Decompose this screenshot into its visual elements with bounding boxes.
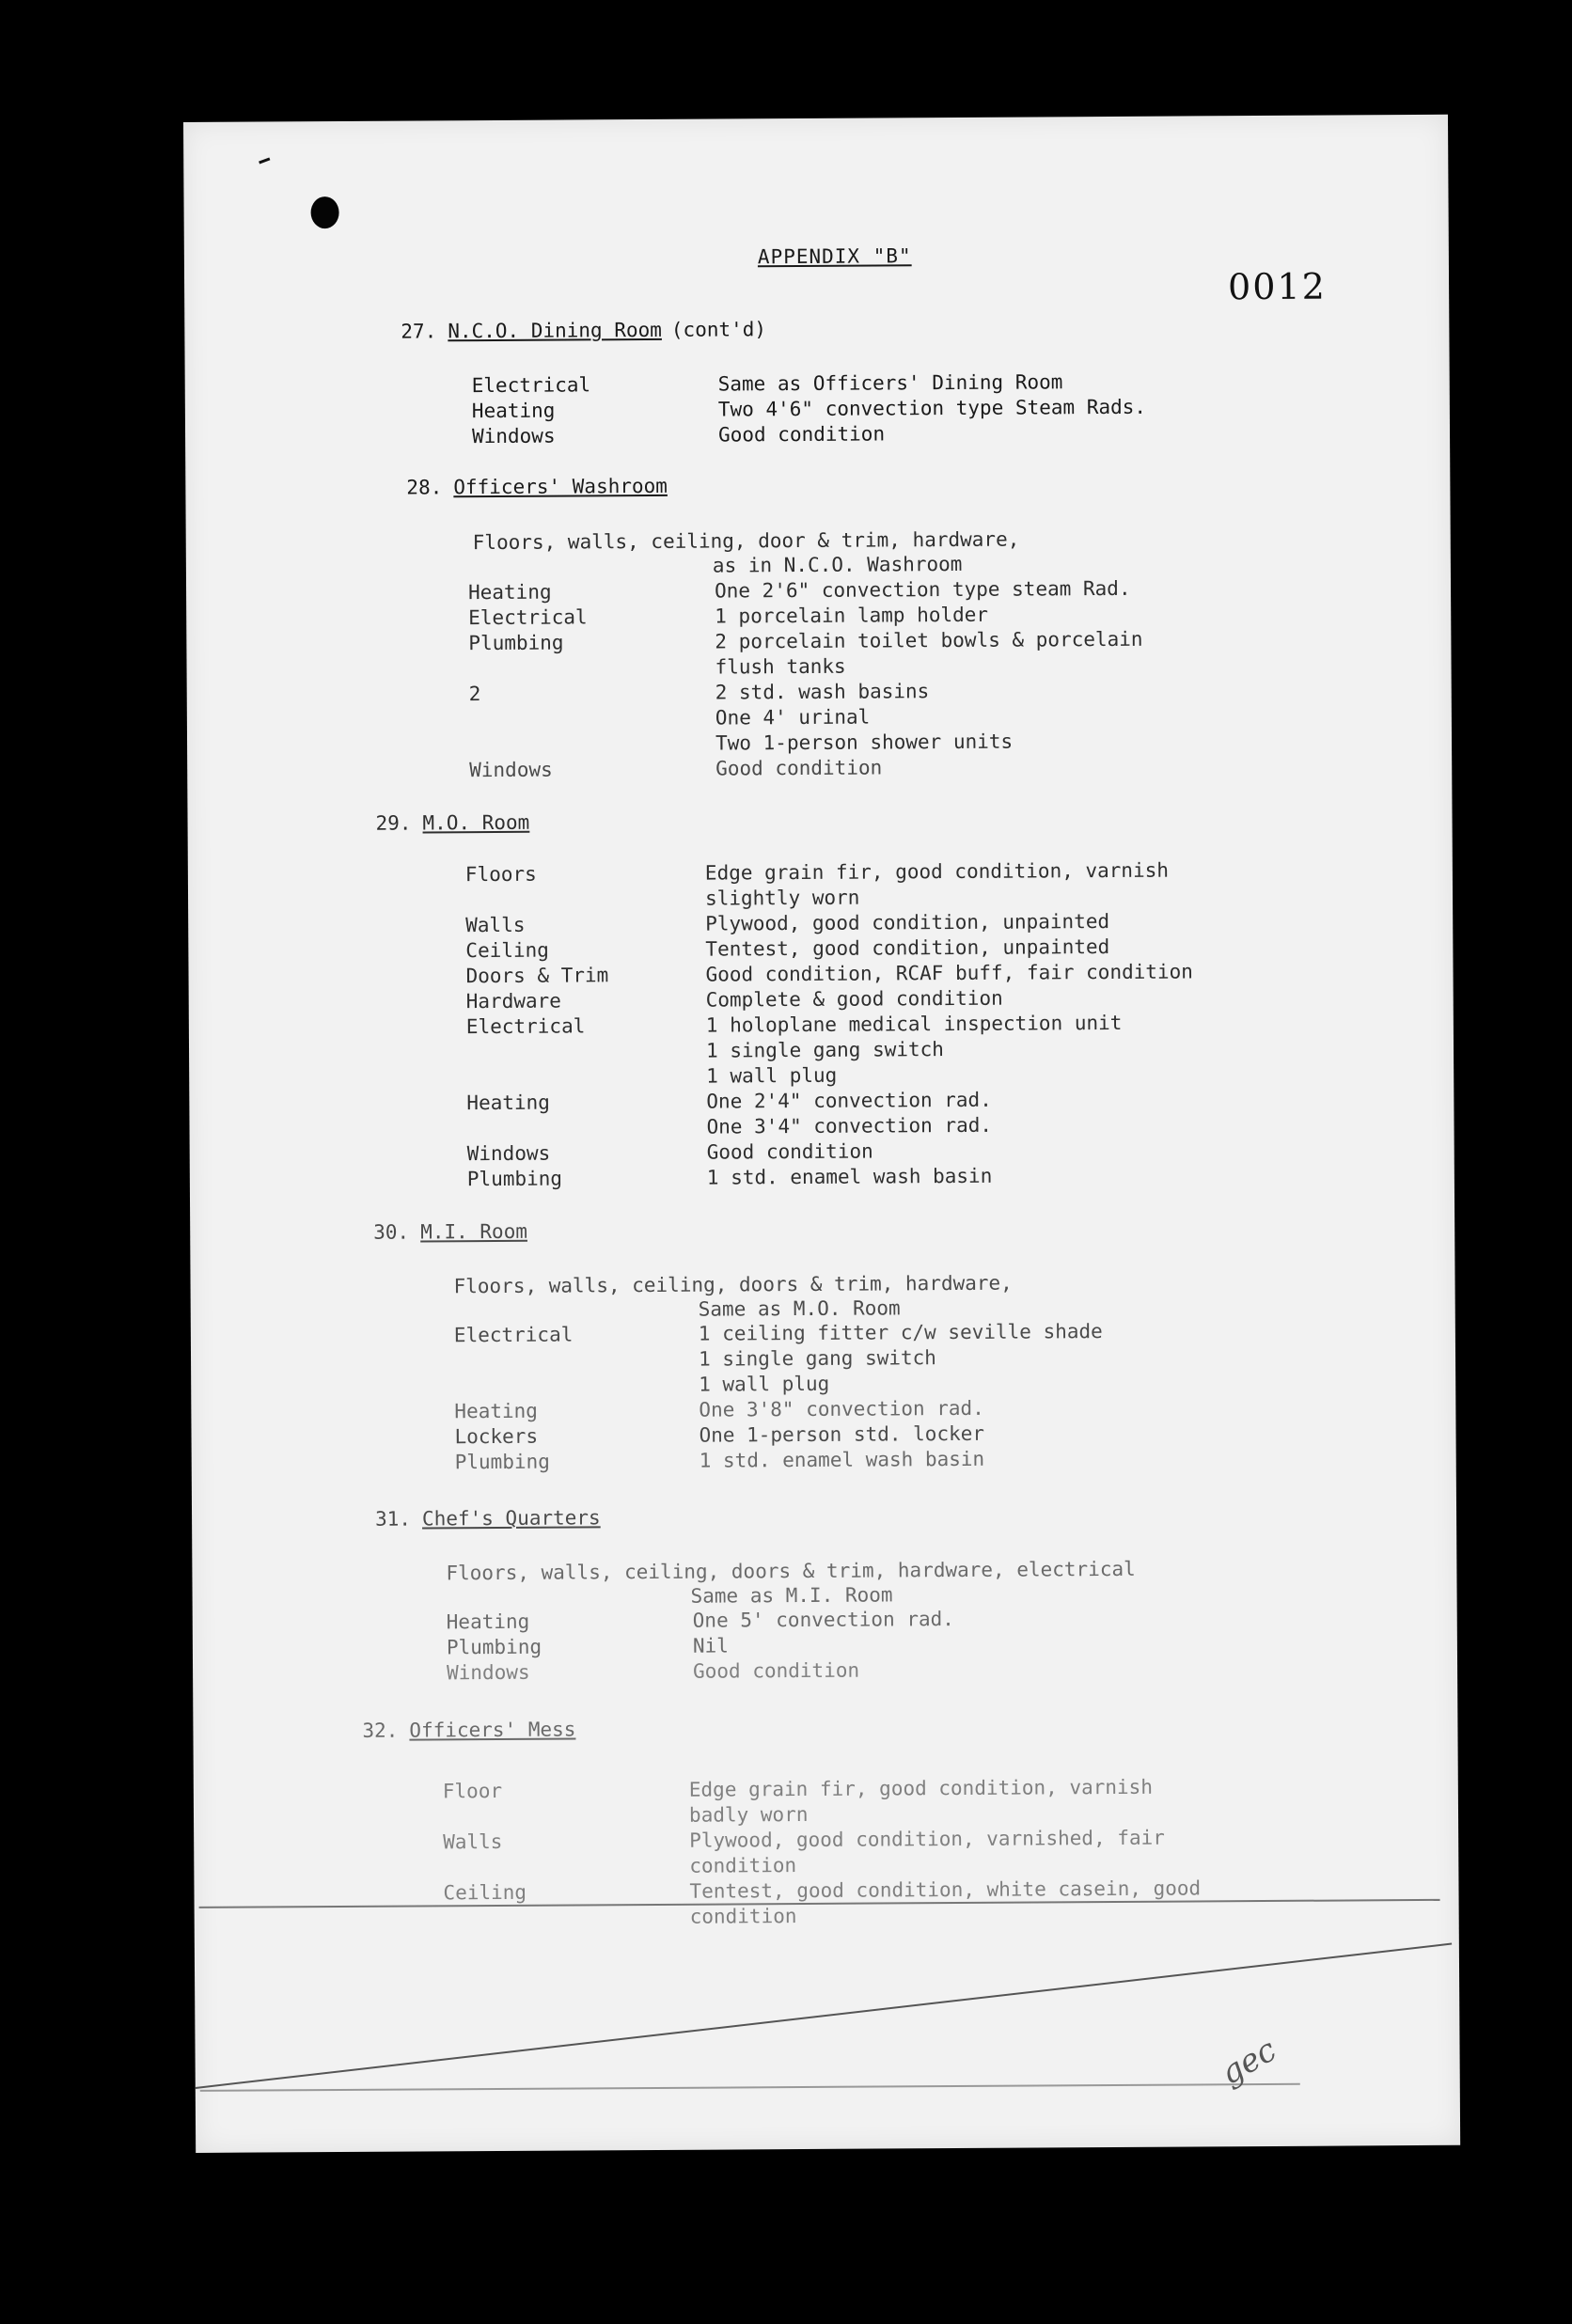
row-label: Windows: [469, 758, 553, 782]
row-value: Plywood, good condition, varnished, fair: [689, 1826, 1165, 1852]
row-value: Edge grain fir, good condition, varnish: [704, 858, 1170, 885]
section-title: N.C.O. Dining Room: [448, 318, 662, 343]
row-label: Ceiling: [465, 938, 549, 963]
row-value: Edge grain fir, good condition, varnish: [688, 1775, 1154, 1801]
stray-mark: [259, 157, 270, 164]
row-value: 1 holoplane medical inspection unit: [705, 1011, 1123, 1037]
row-value: Good condition: [715, 756, 883, 780]
section-number: 32.: [362, 1719, 399, 1742]
section-29-heading: [375, 811, 529, 835]
row-value: 1 ceiling fitter c/w seville shade: [698, 1320, 1103, 1345]
row-value: Tentest, good condition, white casein, good: [689, 1876, 1202, 1903]
row-label: Heating: [446, 1610, 530, 1634]
row-value: Two 4'6" convection type Steam Rads.: [717, 395, 1147, 421]
row-label: Electrical: [471, 373, 591, 398]
section-31-intro: Floors, walls, ceiling, doors & trim, hardware, electrical: [446, 1557, 1136, 1585]
document-page: [183, 115, 1460, 2153]
section-27-heading: [401, 318, 766, 342]
row-label: Floor: [442, 1779, 503, 1803]
section-28-intro: Floors, walls, ceiling, door & trim, hardware,: [472, 527, 1020, 555]
row-value: One 3'4" convection rad.: [706, 1113, 993, 1138]
row-value: 1 wall plug: [706, 1063, 838, 1088]
section-title: Chef's Quarters: [421, 1506, 601, 1531]
row-value: 1 porcelain lamp holder: [715, 603, 989, 628]
document-number: 0012: [1227, 265, 1327, 308]
row-label: Electrical: [453, 1323, 574, 1347]
section-32-heading: [362, 1718, 575, 1741]
section-number: 31.: [375, 1507, 412, 1531]
row-value: condition: [689, 1854, 797, 1877]
row-label: Plumbing: [446, 1635, 542, 1659]
punch-hole: [310, 196, 338, 228]
appendix-header: APPENDIX "B": [757, 244, 912, 269]
section-suffix: (cont'd): [670, 318, 767, 341]
row-value: 1 std. enamel wash basin: [706, 1164, 993, 1189]
section-30-intro: Floors, walls, ceiling, doors & trim, hardware,: [453, 1271, 1013, 1298]
row-label: Heating: [466, 1091, 550, 1115]
row-label: Hardware: [465, 989, 561, 1013]
row-value: One 2'6" convection type steam Rad.: [714, 576, 1131, 603]
row-label: Heating: [467, 580, 552, 605]
section-title: M.O. Room: [422, 810, 530, 835]
row-value: Plywood, good condition, unpainted: [705, 909, 1110, 935]
row-value: condition: [689, 1905, 797, 1928]
row-value: 2 std. wash basins: [715, 680, 930, 704]
section-number: 30.: [373, 1220, 410, 1244]
row-label: Heating: [454, 1399, 538, 1423]
row-label: Plumbing: [454, 1450, 550, 1474]
section-number: 28.: [406, 476, 443, 499]
row-value: One 1-person std. locker: [699, 1421, 985, 1447]
row-value: One 5' convection rad.: [692, 1608, 954, 1632]
row-label: Heating: [471, 399, 556, 423]
row-value: Two 1-person shower units: [715, 730, 1014, 755]
row-label: Windows: [447, 1660, 530, 1685]
row-label: Electrical: [468, 605, 588, 630]
handwritten-initials: gec: [1214, 2031, 1283, 2093]
row-value: Good condition: [693, 1658, 860, 1683]
row-label: Plumbing: [468, 631, 564, 655]
row-value: Nil: [692, 1634, 729, 1657]
row-value: 2 porcelain toilet bowls & porcelain: [715, 627, 1143, 653]
section-31-heading: [375, 1506, 601, 1530]
section-28-heading: [406, 475, 668, 499]
row-value: badly worn: [688, 1802, 809, 1827]
row-label: Walls: [443, 1829, 503, 1854]
row-label: Electrical: [465, 1014, 586, 1039]
row-label: Windows: [466, 1141, 551, 1166]
row-label: Ceiling: [443, 1880, 527, 1905]
row-value: Complete & good condition: [705, 986, 1003, 1012]
row-value: Tentest, good condition, unpainted: [705, 934, 1110, 961]
row-label: Doors & Trim: [465, 964, 609, 988]
row-value: Good condition: [706, 1139, 873, 1164]
row-value: One 2'4" convection rad.: [706, 1088, 992, 1113]
row-value: flush tanks: [715, 654, 846, 679]
row-value: slightly worn: [704, 886, 860, 910]
section-28-intro-note: as in N.C.O. Washroom: [712, 552, 963, 577]
row-value: Good condition: [717, 422, 886, 447]
section-title: M.I. Room: [420, 1219, 528, 1244]
section-30-heading: [373, 1220, 527, 1244]
row-value: 1 wall plug: [699, 1372, 830, 1396]
row-value: Good condition, RCAF buff, fair condition: [705, 960, 1193, 986]
row-label: Plumbing: [466, 1167, 563, 1191]
row-label: Lockers: [454, 1424, 539, 1449]
row-value: Same as Officers' Dining Room: [717, 370, 1063, 396]
section-number: 27.: [401, 320, 437, 343]
row-value: 1 std. enamel wash basin: [699, 1447, 985, 1472]
row-value: 1 single gang switch: [698, 1346, 936, 1371]
page-bottom-line: [200, 2083, 1300, 2092]
section-number: 29.: [375, 811, 412, 835]
row-label: Walls: [465, 913, 526, 937]
row-value: One 4' urinal: [715, 705, 871, 730]
row-value: One 3'8" convection rad.: [699, 1396, 984, 1421]
section-title: Officers' Washroom: [453, 474, 668, 499]
row-label: 2: [468, 683, 481, 706]
section-30-intro-note: Same as M.O. Room: [698, 1296, 901, 1321]
row-value: 1 single gang switch: [705, 1038, 944, 1062]
row-label: Floors: [464, 862, 537, 887]
section-title: Officers' Mess: [409, 1718, 576, 1742]
section-31-intro-note: Same as M.I. Room: [690, 1583, 893, 1608]
row-label: Windows: [471, 424, 556, 448]
